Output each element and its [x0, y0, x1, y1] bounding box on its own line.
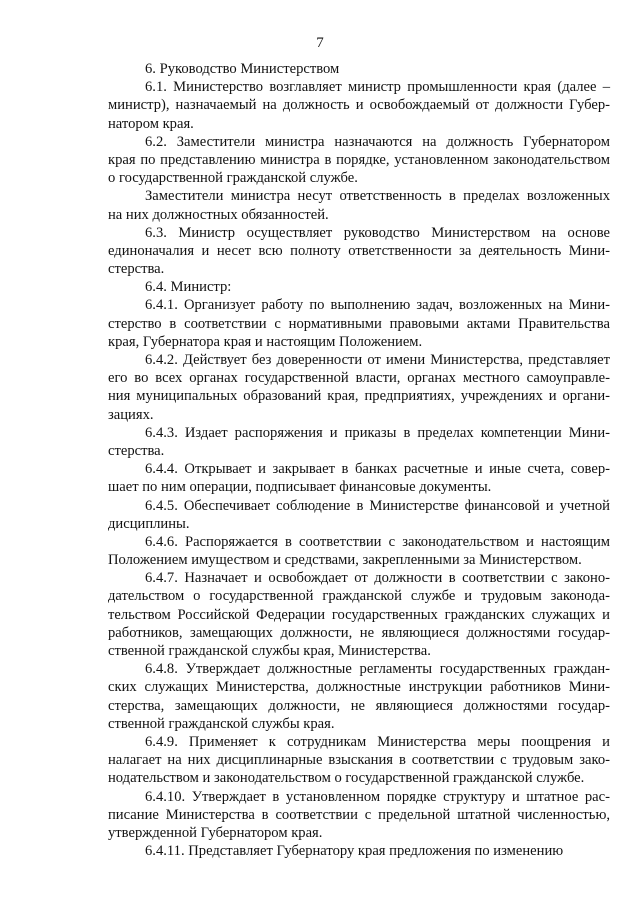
text-line: дисциплины.: [108, 515, 190, 532]
text-line: налагает на них дисциплинарные взыскания в соответствии с трудовым зако-: [108, 752, 610, 769]
paragraph-p6-4-2: [108, 351, 610, 424]
text-line: 6.4.7. Назначает и освобождает от должности в соответствии с законо-: [145, 570, 610, 587]
text-line: 6.4.10. Утверждает в установленном порядке структуру и штатное рас-: [145, 788, 610, 805]
text-line: ния муниципальных образований края, предприятиях, учреждениях и органи-: [108, 388, 610, 405]
text-line: стерства.: [108, 261, 165, 278]
document-body: [108, 60, 610, 860]
text-line: Заместители министра несут ответственность в пределах возложенных: [145, 188, 610, 205]
paragraph-p6-4: [108, 278, 610, 296]
text-line: 6.1. Министерство возглавляет министр промышленности края (далее –: [145, 79, 610, 96]
text-line: края по представлению министра в порядке, установленном законодательством: [108, 151, 610, 168]
paragraph-p6-4-3: [108, 424, 610, 460]
paragraph-p6-4-7: [108, 569, 610, 660]
paragraph-p6-4-5: [108, 497, 610, 533]
text-line: министр), назначаемый на должность и освобождаемый от должности Губер-: [108, 97, 610, 114]
section-heading: [108, 60, 610, 78]
paragraph-p6-4-1: [108, 296, 610, 351]
paragraph-p6-3: [108, 224, 610, 279]
text-line: края, Губернатора края и настоящим Положением.: [108, 333, 423, 350]
text-line: писание Министерства в соответствии с предельной штатной численностью,: [108, 806, 610, 823]
text-line: ственной гражданской службы края.: [108, 715, 335, 732]
paragraph-p6-4-6: [108, 533, 610, 569]
text-line: 6.4.11. Представляет Губернатору края предложения по изменению: [145, 843, 564, 860]
paragraph-p6-2: [108, 133, 610, 188]
text-line: 6.3. Министр осуществляет руководство Министерством на основе: [145, 224, 610, 241]
section-heading-text: 6. Руководство Министерством: [145, 61, 340, 77]
paragraph-p6-2b: [108, 187, 610, 223]
text-line: стерство в соответствии с нормативными правовыми актами Правительства: [108, 315, 610, 332]
text-line: о государственной гражданской службе.: [108, 170, 358, 187]
text-line: зациях.: [108, 406, 154, 423]
text-line: стерства, замещающих должности, не являющиеся должностями государ-: [108, 697, 610, 714]
text-line: 6.4.3. Издает распоряжения и приказы в пределах компетенции Мини-: [145, 424, 610, 441]
paragraph-p6-4-10: [108, 788, 610, 843]
text-line: 6.4.6. Распоряжается в соответствии с законодательством и настоящим: [145, 533, 610, 550]
text-line: 6.4.5. Обеспечивает соблюдение в Министерстве финансовой и учетной: [145, 497, 610, 514]
text-line: шает по ним операции, подписывает финансовые документы.: [108, 479, 492, 496]
text-line: 6.4.2. Действует без доверенности от имени Министерства, представляет: [145, 352, 610, 368]
paragraph-p6-4-8: [108, 660, 610, 733]
text-line: 6.4.9. Применяет к сотрудникам Министерства меры поощрения и: [145, 733, 610, 750]
paragraph-p6-4-4: [108, 460, 610, 496]
paragraph-list: [108, 78, 610, 860]
page-number: 7: [316, 35, 324, 51]
text-line: 6.2. Заместители министра назначаются на должность Губернатором: [145, 133, 610, 150]
text-line: 6.4.4. Открывает и закрывает в банках расчетные и иные счета, совер-: [145, 461, 610, 478]
text-line: тельством Российской Федерации государственных гражданских служащих и: [108, 606, 610, 623]
text-line: ских служащих Министерства, должностные инструкции работников Мини-: [108, 679, 610, 696]
text-line: натором края.: [108, 115, 194, 132]
text-line: нодательством и законодательством о государственной гражданской службе.: [108, 770, 585, 787]
text-line: 6.4.1. Организует работу по выполнению задач, возложенных на Мини-: [145, 297, 610, 314]
paragraph-p6-4-9: [108, 733, 610, 788]
text-line: 6.4. Министр:: [145, 279, 232, 296]
text-line: его во всех органах государственной власти, органах местного самоуправле-: [108, 370, 610, 387]
paragraph-p6-1: [108, 78, 610, 133]
paragraph-p6-4-11: [108, 842, 610, 860]
text-line: дательством о государственной гражданской службе и трудовым законода-: [108, 588, 610, 605]
text-line: на них должностных обязанностей.: [108, 206, 329, 223]
text-line: Положением имуществом и средствами, закрепленными за Министерством.: [108, 552, 582, 569]
text-line: стерства.: [108, 442, 165, 459]
text-line: единоначалия и несет всю полноту ответственности за деятельность Мини-: [108, 242, 610, 259]
text-line: утвержденной Губернатором края.: [108, 824, 323, 841]
text-line: 6.4.8. Утверждает должностные регламенты государственных граждан-: [145, 661, 610, 678]
text-line: работников, замещающих должности, не являющиеся должностями государ-: [108, 624, 610, 641]
text-line: ственной гражданской службы края, Министерства.: [108, 643, 431, 659]
